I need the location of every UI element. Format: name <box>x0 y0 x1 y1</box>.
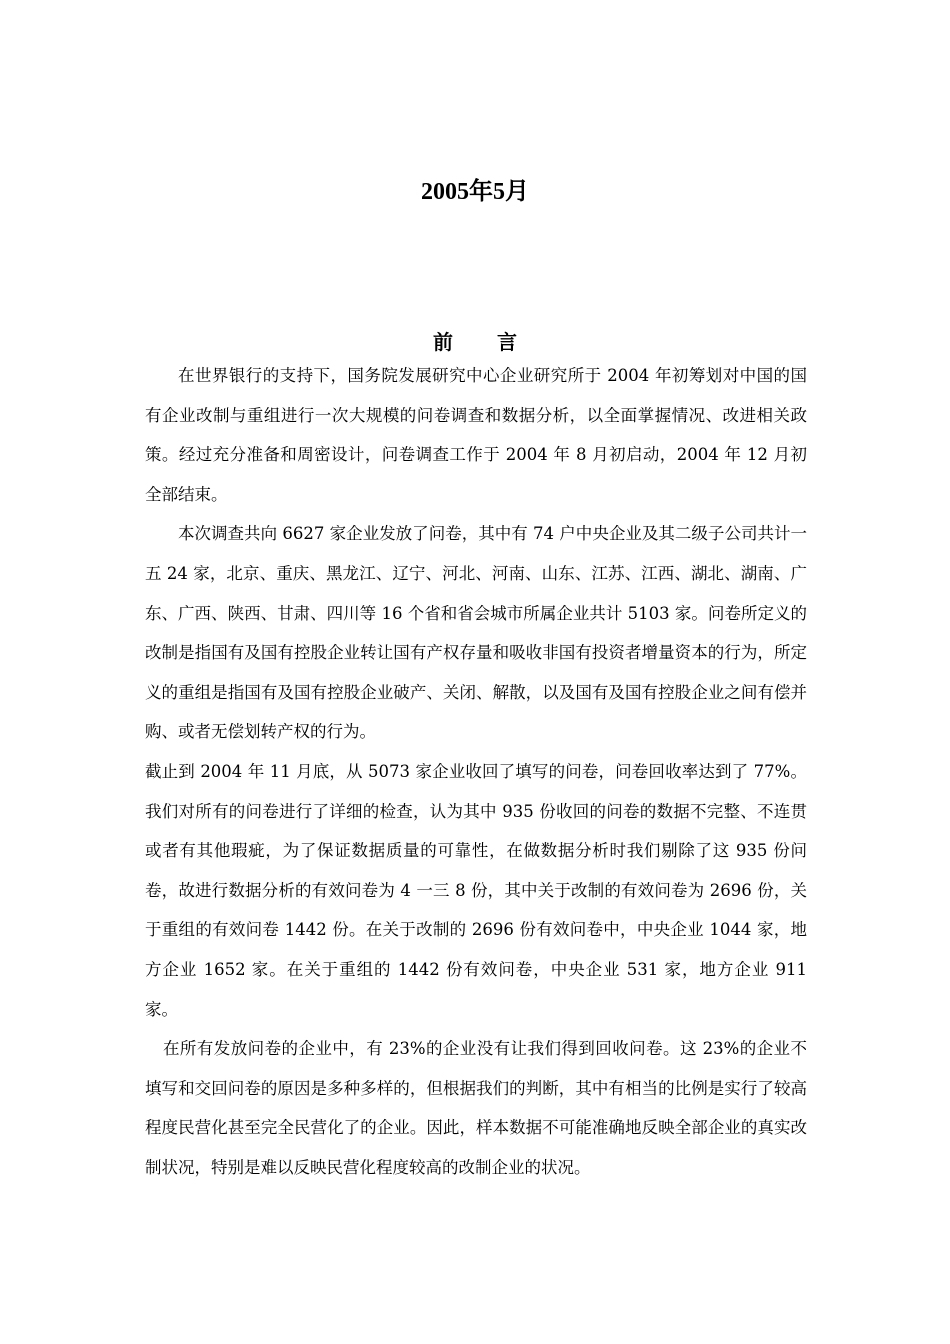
preface-body <box>145 356 807 1187</box>
date-title: 2005年5月 <box>421 179 529 205</box>
paragraph-4: 在所有发放问卷的企业中，有 23%的企业没有让我们得到回收问卷。这 23%的企业不填写和交回问卷的原因是多种多样的，但根据我们的判断，其中有相当的比例是实行了较高程度民营化甚至完全民营化了的企业。因此，样本数据不可能准确地反映全部企业的真实改制状况，特别是难以反映民营化程度较高的改制企业的状况。 <box>145 1039 807 1177</box>
paragraph-2: 本次调查共向 6627 家企业发放了问卷，其中有 74 户中央企业及其二级子公司共计一五 24 家，北京、重庆、黑龙江、辽宁、河北、河南、山东、江苏、江西、湖北、湖南、广东、广西、陕西、甘肃、四川等 16 个省和省会城市所属企业共计 5103 家。问卷所定义的改制是指国有及国有控股企业转让国有产权存量和吸收非国有投资者增量资本的行为，所定义的重组是指国有及国有控股企业破产、关闭、解散，以及国有及国有控股企业之间有偿并购、或者无偿划转产权的行为。 <box>145 524 807 742</box>
paragraph-3: 截止到 2004 年 11 月底，从 5073 家企业收回了填写的问卷，问卷回收率达到了 77%。我们对所有的问卷进行了详细的检查，认为其中 935 份收回的问卷的数据不完整、不连贯或者有其他瑕疵，为了保证数据质量的可靠性，在做数据分析时我们剔除了这 935 份问卷，故进行数据分析的有效问卷为 4 一三 8 份，其中关于改制的有效问卷为 2696 份，关于重组的有效问卷 1442 份。在关于改制的 2696 份有效问卷中，中央企业 1044 家，地方企业 1652 家。在关于重组的 1442 份有效问卷，中央企业 531 家，地方企业 911 家。 <box>145 761 807 1019</box>
paragraph-1: 在世界银行的支持下，国务院发展研究中心企业研究所于 2004 年初筹划对中国的国有企业改制与重组进行一次大规模的问卷调查和数据分析，以全面掌握情况、改进相关政策。经过充分准备和周密设计，问卷调查工作于 2004 年 8 月初启动，2004 年 12 月初全部结束。 <box>145 366 807 504</box>
preface-heading: 前言 <box>433 330 561 354</box>
